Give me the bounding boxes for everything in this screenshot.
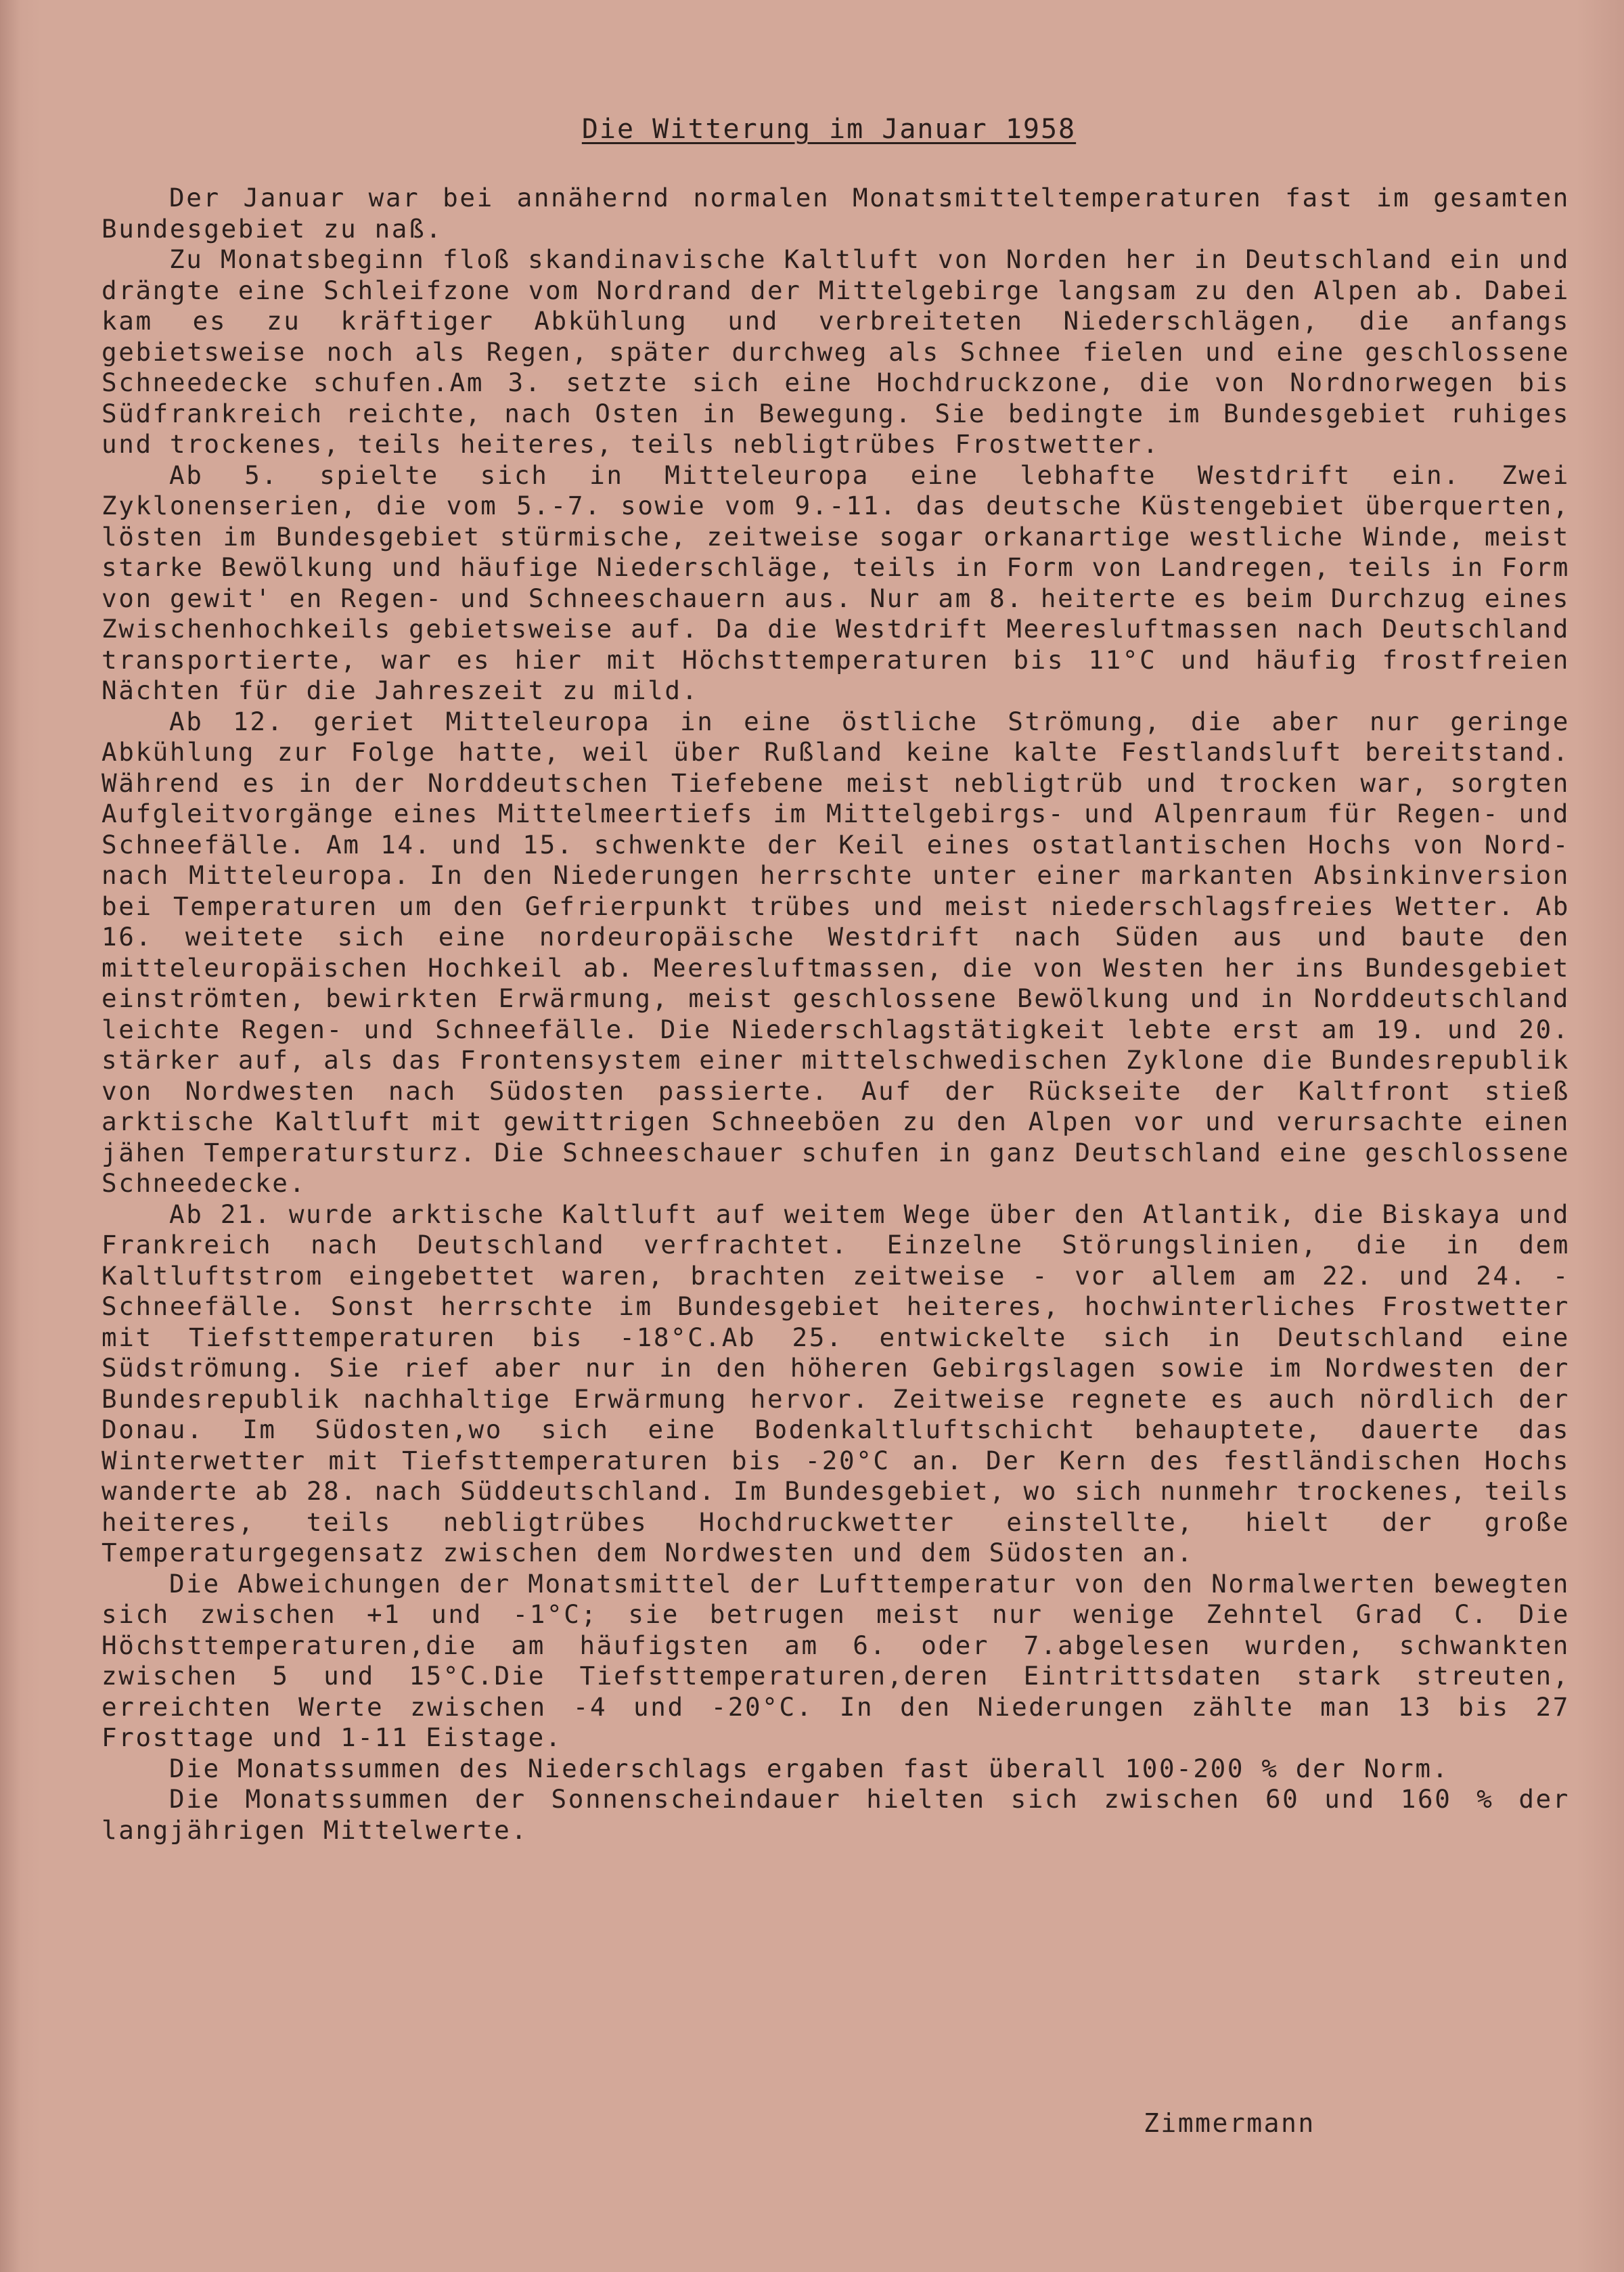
document-title: Die Witterung im Januar 1958 <box>581 114 1077 145</box>
author-signature: Zimmermann <box>1144 2108 1315 2138</box>
paragraph-arctic-air: Ab 21. wurde arktische Kaltluft auf weitem Wege über den Atlantik, die Biskaya und Frankreich nach Deutschland verfrachtet. Einzelne Störungslinien, die in dem Kaltluftstrom eingebettet waren, brachten zeitweise - vor allem am 22. und 24. - Schneefälle. Sonst herrschte im Bundesgebiet heiteres, hochwinterliches Frostwetter mit Tiefsttemperaturen bis -18°C.Ab 25. entwickelte sich in Deutschland eine Südströmung. Sie rief aber nur in den höheren Gebirgslagen sowie im Nordwesten der Bundesrepublik nachhaltige Erwärmung hervor. Zeitweise regnete es auch nördlich der Donau. Im Südosten,wo sich eine Bodenkaltluftschicht behauptete, dauerte das Winterwetter mit Tiefsttemperaturen bis -20°C an. Der Kern des festländischen Hochs wanderte ab 28. nach Süddeutschland. Im Bundesgebiet, wo sich nunmehr trockenes, teils heiteres, teils nebligtrübes Hochdruckwetter einstellte, hielt der große Temperaturgegensatz zwischen dem Nordwesten und dem Südosten an. <box>102 1199 1570 1567</box>
document-body <box>102 183 1570 1846</box>
paragraph-sunshine: Die Monatssummen der Sonnenscheindauer hielten sich zwischen 60 und 160 % der langjährigen Mittelwerte. <box>102 1784 1570 1845</box>
paragraph-temperature-summary: Die Abweichungen der Monatsmittel der Lufttemperatur von den Normalwerten bewegten sich zwischen +1 und -1°C; sie betrugen meist nur wenige Zehntel Grad C. Die Höchsttemperaturen,die am häufigsten am 6. oder 7.abgelesen wurden, schwankten zwischen 5 und 15°C.Die Tiefsttemperaturen,deren Eintrittsdaten stark streuten, erreichten Werte zwischen -4 und -20°C. In den Niederungen zählte man 13 bis 27 Frosttage und 1-11 Eistage. <box>102 1568 1570 1752</box>
paragraph-month-start: Zu Monatsbeginn floß skandinavische Kaltluft von Norden her in Deutschland ein und drängte eine Schleifzone vom Nordrand der Mittelgebirge langsam zu den Alpen ab. Dabei kam es zu kräftiger Abkühlung und verbreiteten Niederschlägen, die anfangs gebietsweise noch als Regen, später durchweg als Schnee fielen und eine geschlossene Schneedecke schufen.Am 3. setzte sich eine Hochdruckzone, die von Nordnorwegen bis Südfrankreich reichte, nach Osten in Bewegung. Sie bedingte im Bundesgebiet ruhiges und trockenes, teils heiteres, teils nebligtrübes Frostwetter. <box>102 244 1570 459</box>
paragraph-intro: Der Januar war bei annähernd normalen Monatsmitteltemperaturen fast im gesamten Bundesgebiet zu naß. <box>102 183 1570 244</box>
paragraph-precipitation: Die Monatssummen des Niederschlags ergaben fast überall 100-200 % der Norm. <box>169 1753 1449 1783</box>
paragraph-east-flow: Ab 12. geriet Mitteleuropa in eine östliche Strömung, die aber nur geringe Abkühlung zur Folge hatte, weil über Rußland keine kalte Festlandsluft bereitstand. Während es in der Norddeutschen Tiefebene meist nebligtrüb und trocken war, sorgten Aufgleitvorgänge eines Mittelmeertiefs im Mittelgebirgs- und Alpenraum für Regen- und Schneefälle. Am 14. und 15. schwenkte der Keil eines ostatlantischen Hochs von Nord- nach Mitteleuropa. In den Niederungen herrschte unter einer markanten Absinkinversion bei Temperaturen um den Gefrierpunkt trübes und meist niederschlagsfreies Wetter. Ab 16. weitete sich eine nordeuropäische Westdrift nach Süden aus und baute den mitteleuropäischen Hochkeil ab. Meeresluftmassen, die von Westen her ins Bundesgebiet einströmten, bewirkten Erwärmung, meist geschlossene Bewölkung und in Norddeutschland leichte Regen- und Schneefälle. Die Niederschlagstätigkeit lebte erst am 19. und 20. stärker auf, als das Frontensystem einer mittelschwedischen Zyklone die Bundesrepublik von Nordwesten nach Südosten passierte. Auf der Rückseite der Kaltfront stieß arktische Kaltluft mit gewittrigen Schneeböen zu den Alpen vor und verursachte einen jähen Temperatursturz. Die Schneeschauer schufen in ganz Deutschland eine geschlossene Schneedecke. <box>102 706 1570 1198</box>
paragraph-westdrift: Ab 5. spielte sich in Mitteleuropa eine lebhafte Westdrift ein. Zwei Zyklonenserien, die vom 5.-7. sowie vom 9.-11. das deutsche Küstengebiet überquerten, lösten im Bundesgebiet stürmische, zeitweise sogar orkanartige westliche Winde, meist starke Bewölkung und häufige Niederschläge, teils in Form von Landregen, teils in Form von gewit' en Regen- und Schneeschauern aus. Nur am 8. heiterte es beim Durchzug eines Zwischenhochkeils gebietsweise auf. Da die Westdrift Meeresluftmassen nach Deutschland transportierte, war es hier mit Höchsttemperaturen bis 11°C und häufig frostfreien Nächten für die Jahreszeit zu mild. <box>102 460 1570 705</box>
document-sheet <box>88 102 1570 2213</box>
